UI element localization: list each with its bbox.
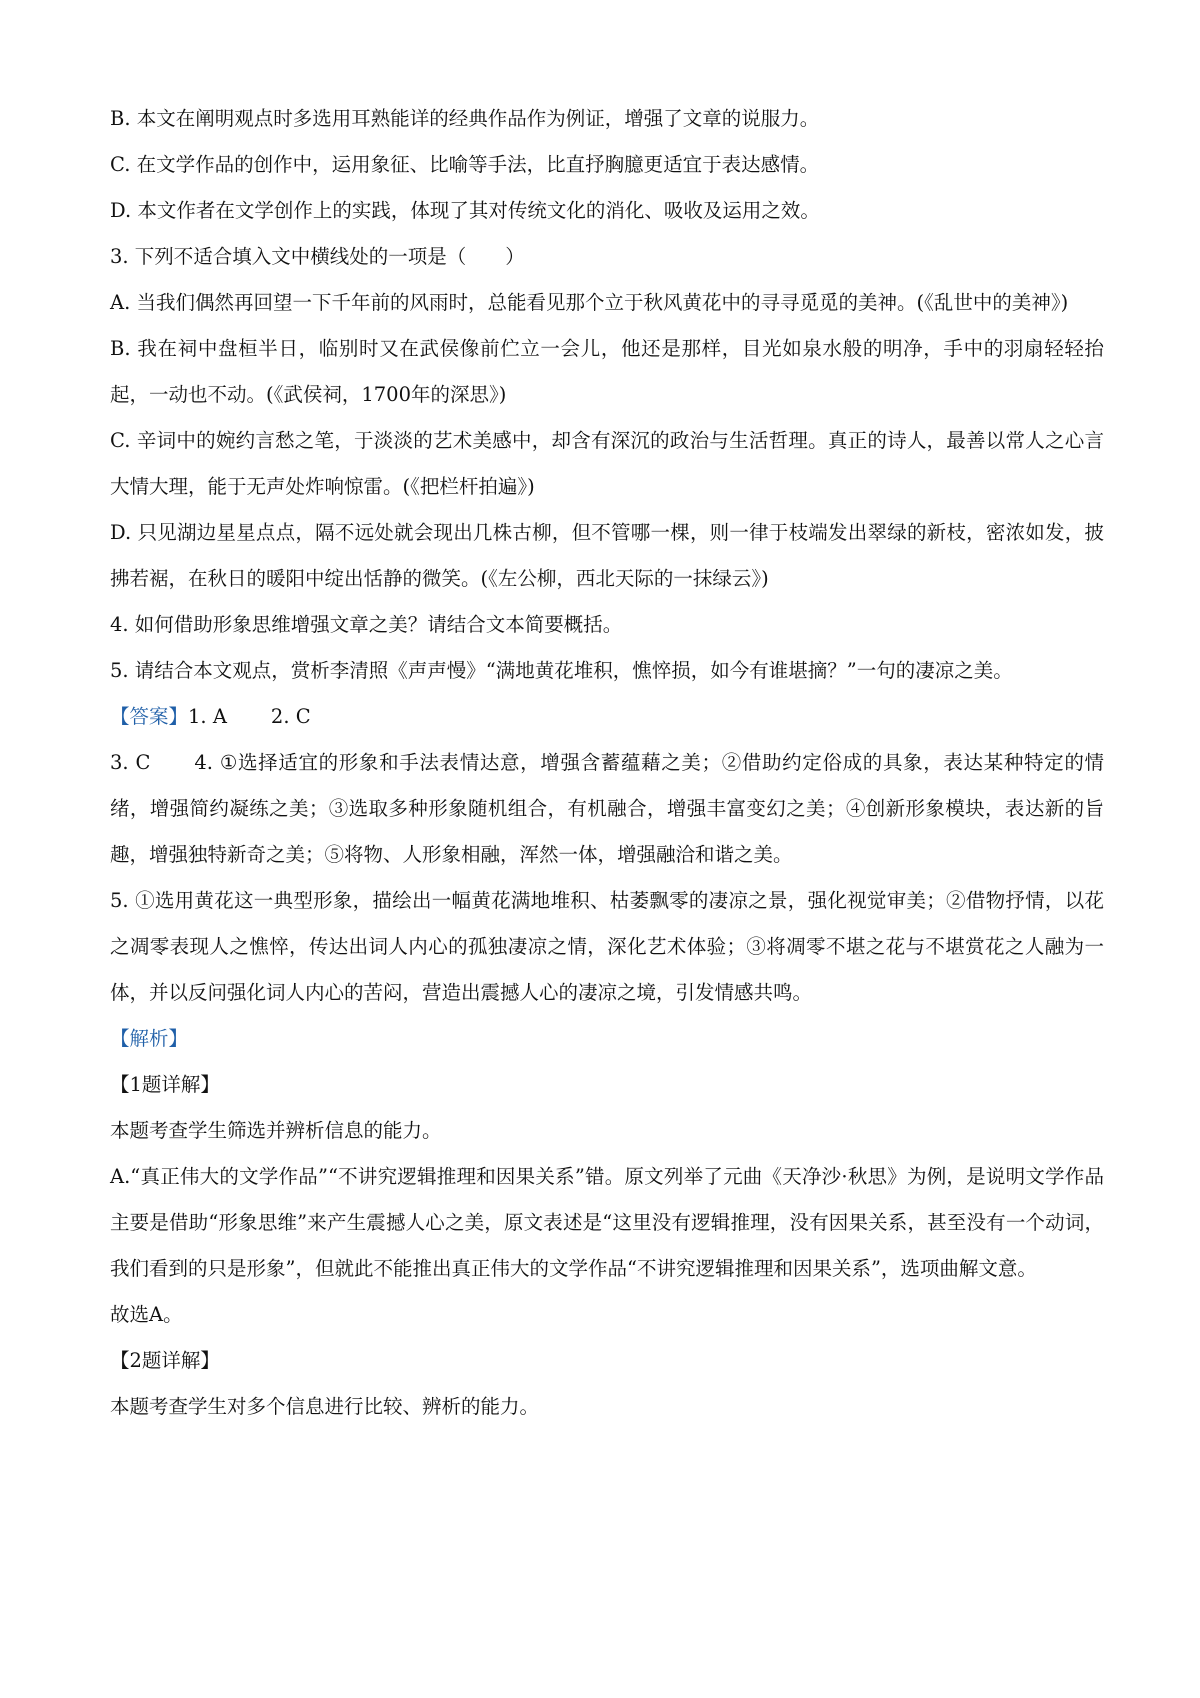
answer-2: 2. C [270, 705, 311, 728]
answer-3: 3. C [110, 751, 151, 774]
option-a-q3: A. 当我们偶然再回望一下千年前的风雨时，总能看见那个立于秋风黄花中的寻寻觅觅的美神。(《乱世中的美神》) [110, 291, 1069, 314]
option-b-q2: B. 本文在阐明观点时多选用耳熟能详的经典作品作为例证，增强了文章的说服力。 [110, 107, 820, 130]
answer-1: 1. A [188, 705, 227, 728]
option-c-q2: C. 在文学作品的创作中，运用象征、比喻等手法，比直抒胸臆更适宜于表达感情。 [110, 153, 820, 176]
option-d-q3: D. 只见湖边星星点点，隔不远处就会现出几株古柳，但不管哪一棵，则一律于枝端发出翠绿的新枝，密浓如发，披拂若裾，在秋日的暖阳中绽出恬静的微笑。(《左公柳，西北天际的一抹绿云》) [110, 521, 1104, 590]
analysis-tag: 【解析】 [110, 1027, 189, 1050]
question-4: 4. 如何借助形象思维增强文章之美？请结合文本简要概括。 [110, 613, 623, 636]
answer-line-2 [110, 740, 1104, 878]
option-d-q2: D. 本文作者在文学创作上的实践，体现了其对传统文化的消化、吸收及运用之效。 [110, 199, 820, 222]
option-c-q3: C. 辛词中的婉约言愁之笔，于淡淡的艺术美感中，却含有深沉的政治与生活哲理。真正的诗人，最善以常人之心言大情大理，能于无声处炸响惊雷。(《把栏杆拍遍》) [110, 429, 1104, 498]
question-3: 3. 下列不适合填入文中横线处的一项是（ ） [110, 245, 525, 268]
detail-1-body: A.“真正伟大的文学作品”“不讲究逻辑推理和因果关系”错。原文列举了元曲《天净沙·秋思》为例，是说明文学作品主要是借助“形象思维”来产生震撼人心之美，原文表述是“这里没有逻辑推理，没有因果关系，甚至没有一个动词，我们看到的只是形象”，但就此不能推出真正伟大的文学作品“不讲究逻辑推理和因果关系”，选项曲解文意。 [110, 1165, 1104, 1280]
detail-1-intro: 本题考查学生筛选并辨析信息的能力。 [110, 1119, 442, 1142]
answer-line-1 [110, 694, 1104, 740]
detail-2-tag: 【2题详解】 [110, 1349, 220, 1372]
detail-1-conclusion: 故选A。 [110, 1303, 183, 1326]
option-b-q3: B. 我在祠中盘桓半日，临别时又在武侯像前伫立一会儿，他还是那样，目光如泉水般的明净，手中的羽扇轻轻抬起，一动也不动。(《武侯祠，1700年的深思》) [110, 337, 1104, 406]
answer-4: 4. ①选择适宜的形象和手法表情达意，增强含蓄蕴藉之美；②借助约定俗成的具象，表达某种特定的情绪，增强简约凝练之美；③选取多种形象随机组合，有机融合，增强丰富变幻之美；④创新形象模块，表达新的旨趣，增强独特新奇之美；⑤将物、人形象相融，浑然一体，增强融洽和谐之美。 [110, 751, 1104, 866]
answer-tag: 【答案】 [110, 705, 189, 728]
detail-2-intro: 本题考查学生对多个信息进行比较、辨析的能力。 [110, 1395, 540, 1418]
answer-5: 5. ①选用黄花这一典型形象，描绘出一幅黄花满地堆积、枯萎飘零的凄凉之景，强化视觉审美；②借物抒情，以花之凋零表现人之憔悴，传达出词人内心的孤独凄凉之情，深化艺术体验；③将凋零不堪之花与不堪赏花之人融为一体，并以反问强化词人内心的苦闷，营造出震撼人心的凄凉之境，引发情感共鸣。 [110, 889, 1104, 1004]
detail-1-tag: 【1题详解】 [110, 1073, 220, 1096]
question-5: 5. 请结合本文观点，赏析李清照《声声慢》“满地黄花堆积，憔悴损，如今有谁堪摘？”一句的凄凉之美。 [110, 659, 1013, 682]
